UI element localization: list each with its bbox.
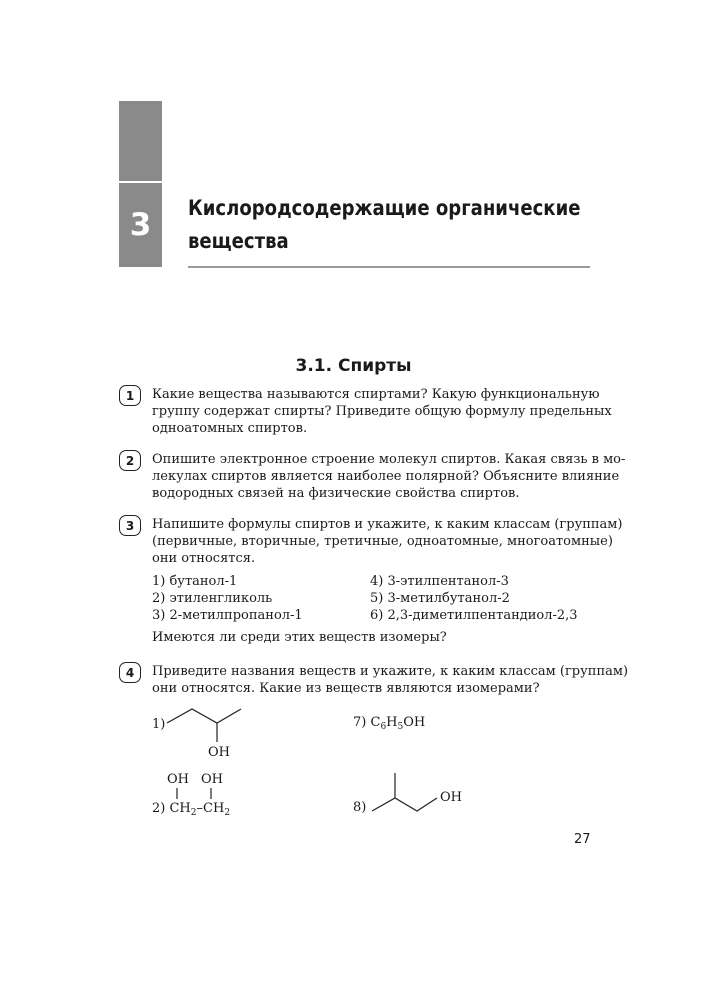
structure-1-skeleton xyxy=(160,700,260,750)
question-1-line: группу содержат спирты? Приведите общую формулу предельных xyxy=(152,404,612,419)
structure-2-oh-right: OH xyxy=(201,772,223,787)
structure-8-skeleton xyxy=(365,765,445,815)
question-4-text xyxy=(152,663,629,697)
chapter-number: 3 xyxy=(129,207,152,243)
structure-7-c: C xyxy=(370,715,381,730)
question-3-line: они относятся. xyxy=(152,551,256,566)
question-2-text xyxy=(152,451,626,502)
question-3-option-1: 1) бутанол-1 xyxy=(152,574,238,589)
question-4-line: Приведите названия веществ и укажите, к каким классам (группам) xyxy=(152,664,629,679)
question-3-option-4: 4) 3-этилпентанол-3 xyxy=(370,574,509,589)
structure-1-label: 1) xyxy=(152,717,166,732)
question-2-line: Опишите электронное строение молекул спиртов. Какая связь в мо- xyxy=(152,452,626,467)
question-1-line: одноатомных спиртов. xyxy=(152,421,308,436)
question-3-option-2: 2) этиленгликоль xyxy=(152,591,273,606)
structure-2-oh-left: OH xyxy=(167,772,189,787)
structure-8-bonds xyxy=(372,798,437,811)
question-1-text xyxy=(152,386,612,437)
question-3-text xyxy=(152,516,623,567)
question-2-number: 2 xyxy=(119,450,141,471)
structure-2-dash: – xyxy=(196,801,204,816)
question-1-number: 1 xyxy=(119,385,141,406)
chapter-title-line-2: вещества xyxy=(188,229,289,253)
question-3-option-5: 5) 3-метилбутанол-2 xyxy=(370,591,510,606)
section-title: 3.1. Спирты xyxy=(295,356,412,376)
structure-2-formula xyxy=(152,801,230,818)
structure-2-bonds xyxy=(170,787,220,801)
chapter-bar-decoration xyxy=(119,101,162,181)
structure-7-h: H xyxy=(386,715,398,730)
question-4-number: 4 xyxy=(119,662,141,683)
structure-7-label: 7) xyxy=(353,715,367,730)
question-3-option-3: 3) 2-метилпропанол-1 xyxy=(152,608,303,623)
question-3-followup: Имеются ли среди этих веществ изомеры? xyxy=(152,630,447,645)
structure-7-formula xyxy=(353,715,425,732)
structure-8-oh: OH xyxy=(440,790,462,805)
page-number: 27 xyxy=(574,832,591,847)
question-1-line: Какие вещества называются спиртами? Какую функциональную xyxy=(152,387,600,402)
structure-2-label: 2) xyxy=(152,801,166,816)
structure-2-sub-b: 2 xyxy=(224,808,231,818)
question-3-option-6: 6) 2,3-диметилпентандиол-2,3 xyxy=(370,608,578,623)
question-3-number: 3 xyxy=(119,515,141,536)
structure-2-sub-a: 2 xyxy=(190,808,197,818)
structure-1-oh: OH xyxy=(208,745,230,760)
structure-2-ch-b: CH xyxy=(203,801,225,816)
structure-7-oh: OH xyxy=(403,715,426,730)
question-3-line: Напишите формулы спиртов и укажите, к каким классам (группам) xyxy=(152,517,623,532)
chapter-title xyxy=(188,192,581,258)
question-2-line: водородных связей на физические свойства спиртов. xyxy=(152,486,520,501)
structure-7-h-sub: 5 xyxy=(397,722,404,732)
structure-8-label: 8) xyxy=(353,800,367,815)
question-3-line: (первичные, вторичные, третичные, одноатомные, многоатомные) xyxy=(152,534,613,549)
question-4-line: они относятся. Какие из веществ являются изомерами? xyxy=(152,681,540,696)
chapter-title-rule xyxy=(188,266,590,268)
chapter-title-line-1: Кислородсодержащие органические xyxy=(188,196,581,220)
structure-2-ch-a: CH xyxy=(169,801,191,816)
structure-7-c-sub: 6 xyxy=(380,722,387,732)
structure-1-bonds xyxy=(167,709,241,723)
question-2-line: лекулах спиртов является наиболее полярной? Объясните влияние xyxy=(152,469,620,484)
